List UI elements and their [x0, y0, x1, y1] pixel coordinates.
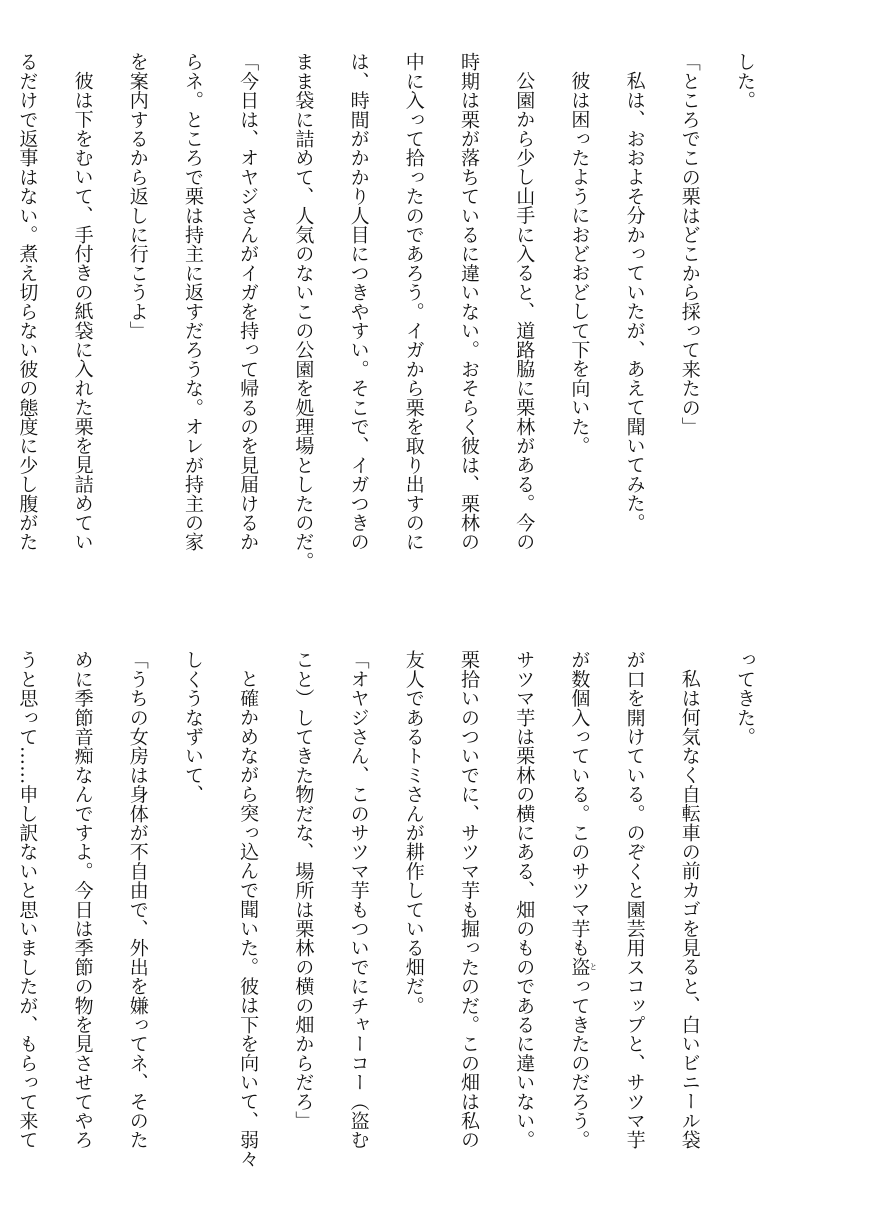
- text-line: 「オヤジさん、このサツマ芋もついでにチャーコー（盗む: [347, 650, 370, 1150]
- text-line: うと思って……申し訳ないと思いましたが、もらって来て: [16, 650, 39, 1150]
- text-line: を案内するから返しに行こうよ」: [126, 52, 149, 340]
- ruby-line-after: ってきたのだろう。: [568, 976, 591, 1150]
- text-line: 公園から少し山手に入ると、道路脇に栗林がある。今の: [513, 71, 536, 551]
- furigana-ruby: [568, 957, 598, 977]
- bottom-text-block: [16, 650, 772, 1198]
- text-line: 彼は下をむいて、手付きの紙袋に入れた栗を見詰めてい: [71, 71, 94, 551]
- text-line: 私は、おおよそ分かっていたが、あえて聞いてみた。: [623, 71, 646, 532]
- text-line: しくうなずいて、: [181, 650, 204, 804]
- text-line: 栗拾いのついでに、サツマ芋も掘ったのだ。この畑は私の: [457, 650, 480, 1150]
- text-line: 時期は栗が落ちているに違いない。おそらく彼は、栗林の: [457, 52, 480, 552]
- text-line-with-ruby: [551, 650, 606, 1198]
- text-line: こと）してきた物だな、場所は栗林の横の畑からだろ」: [292, 650, 315, 1130]
- text-line: 「今日は、オヤジさんがイガを持って帰るのを見届けるか: [237, 52, 260, 552]
- top-text-block: [16, 52, 772, 600]
- text-line: 中に入って拾ったのであろう。イガから栗を取り出すのに: [402, 52, 425, 552]
- text-line: した。: [734, 52, 756, 110]
- text-line: らネ。ところで栗は持主に返すだろうな。オレが持主の家: [181, 52, 204, 552]
- text-line: 友人であるトミさんが耕作している畑だ。: [402, 650, 425, 1015]
- text-line: めに季節音痴なんですよ。今日は季節の物を見させてやろ: [71, 650, 94, 1150]
- text-line: るだけで返事はない。煮え切らない彼の態度に少し腹がた: [16, 52, 39, 552]
- text-line: まま袋に詰めて、人気のないこの公園を処理場としたのだ。: [292, 52, 315, 571]
- ruby-reading: と: [588, 957, 598, 977]
- text-line: は、時間がかかり人目につきやすい。そこで、イガつきの: [347, 52, 370, 552]
- text-line: 「ところでこの栗はどこから採って来たの」: [678, 52, 701, 436]
- ruby-base: 盗: [568, 957, 591, 977]
- text-line: と確かめながら突っ込んで聞いた。彼は下を向いて、弱々: [237, 669, 260, 1169]
- text-line: 「うちの女房は身体が不自由で、外出を嫌ってネ、そのた: [126, 650, 149, 1150]
- ruby-line-before: が数個入っている。このサツマ芋も: [568, 650, 591, 958]
- text-line: サツマ芋は栗林の横にある、畑のものであるに違いない。: [513, 650, 536, 1150]
- text-line: 私は何気なく自転車の前カゴを見ると、白いビニール袋: [678, 669, 701, 1149]
- text-line: ってきた。: [734, 650, 756, 746]
- text-line: 彼は困ったようにおどおどして下を向いた。: [568, 71, 591, 455]
- text-line: が口を開けている。のぞくと園芸用スコップと、サツマ芋: [623, 650, 646, 1150]
